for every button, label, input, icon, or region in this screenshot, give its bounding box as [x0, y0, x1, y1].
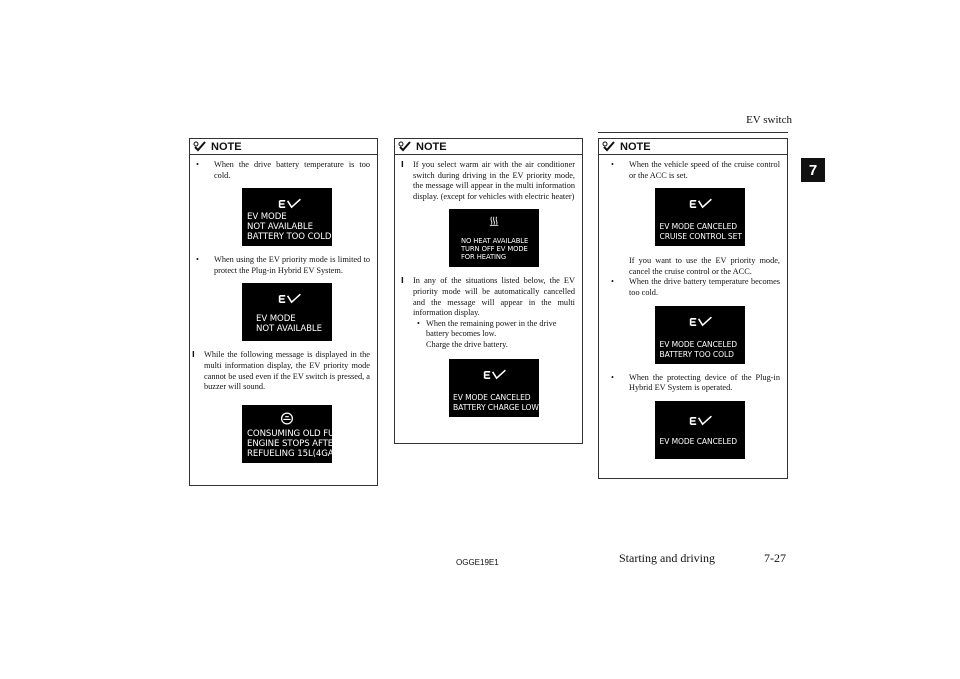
note-item: • When the protecting device of the Plug-in Hybrid EV System is operated.: [619, 373, 780, 394]
display-screen-cruise-control: [655, 188, 745, 246]
note-icon: [193, 140, 207, 153]
ev-icon: [278, 293, 302, 305]
note-subitem-line: Charge the drive battery.: [426, 339, 508, 349]
display-screen-charge-low: [449, 359, 539, 417]
footer-section: Starting and driving: [619, 551, 715, 565]
screen-line: EV MODE: [256, 314, 296, 325]
display-screen-battery-too-cold: [242, 188, 332, 246]
screen-line: TURN OFF EV MODE: [461, 245, 528, 254]
note-box-3: [598, 138, 788, 479]
note-item: • When using the EV priority mode is limited to protect the Plug-in Hybrid EV System.: [204, 255, 370, 276]
screen-line: NOT AVAILABLE: [256, 324, 322, 335]
note-icon: [602, 140, 616, 153]
screen-line: CONSUMING OLD FUEL,: [247, 428, 347, 439]
note-label: NOTE: [211, 140, 242, 153]
screen-line: CRUISE CONTROL SET: [659, 232, 742, 242]
note-box-2: [394, 138, 583, 444]
note-icon: [398, 140, 412, 153]
note-item: l If you select warm air with the air conditioner switch during driving in the EV priority mode, the message will appear in the multi information display. (except for vehicles with electric heater): [413, 160, 575, 202]
header-rule: [598, 132, 788, 133]
ev-icon: [689, 316, 713, 328]
chapter-tab: 7: [801, 158, 825, 182]
display-screen-no-heat: [449, 209, 539, 267]
display-screen-old-fuel: [242, 405, 347, 463]
screen-line: EV MODE: [247, 212, 287, 223]
note-header: [190, 139, 377, 155]
screen-line: BATTERY CHARGE LOW: [453, 402, 539, 412]
screen-line: EV MODE CANCELED: [453, 392, 531, 402]
note-item: l While the following message is displayed in the multi information display, the EV priority mode cannot be used even if the EV switch is pressed, a buzzer will sound.: [204, 350, 370, 392]
screen-line: FOR HEATING: [461, 253, 507, 262]
display-screen-ev-canceled: [655, 401, 745, 459]
footer-code: OGGE19E1: [456, 558, 499, 567]
screen-line: EV MODE CANCELED: [659, 222, 738, 232]
note-paragraph: If you want to use the EV priority mode, cancel the cruise control or the ACC.: [629, 256, 780, 276]
note-box-1: [189, 138, 378, 486]
screen-line: EV MODE CANCELED: [659, 339, 738, 349]
screen-line: REFUELING 15L(4GAL): [247, 448, 342, 459]
screen-line: NOT AVAILABLE: [247, 222, 313, 233]
ev-icon: [278, 198, 302, 210]
screen-line: BATTERY TOO COLD: [659, 349, 734, 359]
ev-icon: [689, 198, 713, 210]
note-label: NOTE: [620, 140, 651, 153]
screen-line: ENGINE STOPS AFTER: [247, 438, 340, 449]
screen-line: BATTERY TOO COLD: [247, 232, 332, 243]
footer-page-number: 7-27: [764, 551, 786, 565]
engine-icon: [278, 411, 296, 426]
display-screen-battery-cold-canceled: [655, 306, 745, 364]
note-label: NOTE: [416, 140, 447, 153]
display-screen-not-available: [242, 283, 332, 341]
heater-icon: [487, 215, 501, 227]
header-title: EV switch: [746, 114, 792, 126]
note-item: • When the vehicle speed of the cruise control or the ACC is set.: [619, 160, 780, 181]
screen-line: NO HEAT AVAILABLE: [461, 237, 529, 246]
ev-icon: [483, 369, 507, 381]
ev-icon: [689, 415, 713, 427]
note-header: [599, 139, 787, 155]
note-subitem: • When the remaining power in the drive battery becomes low.: [417, 319, 575, 340]
note-item: l In any of the situations listed below, the EV priority mode will be automatically cancelled and the message will appear in the multi information display.: [413, 276, 575, 318]
note-item: • When the drive battery temperature becomes too cold.: [619, 277, 780, 298]
screen-line: EV MODE CANCELED: [659, 436, 738, 446]
note-item: • When the drive battery temperature is too cold.: [204, 160, 370, 181]
note-header: [395, 139, 582, 155]
